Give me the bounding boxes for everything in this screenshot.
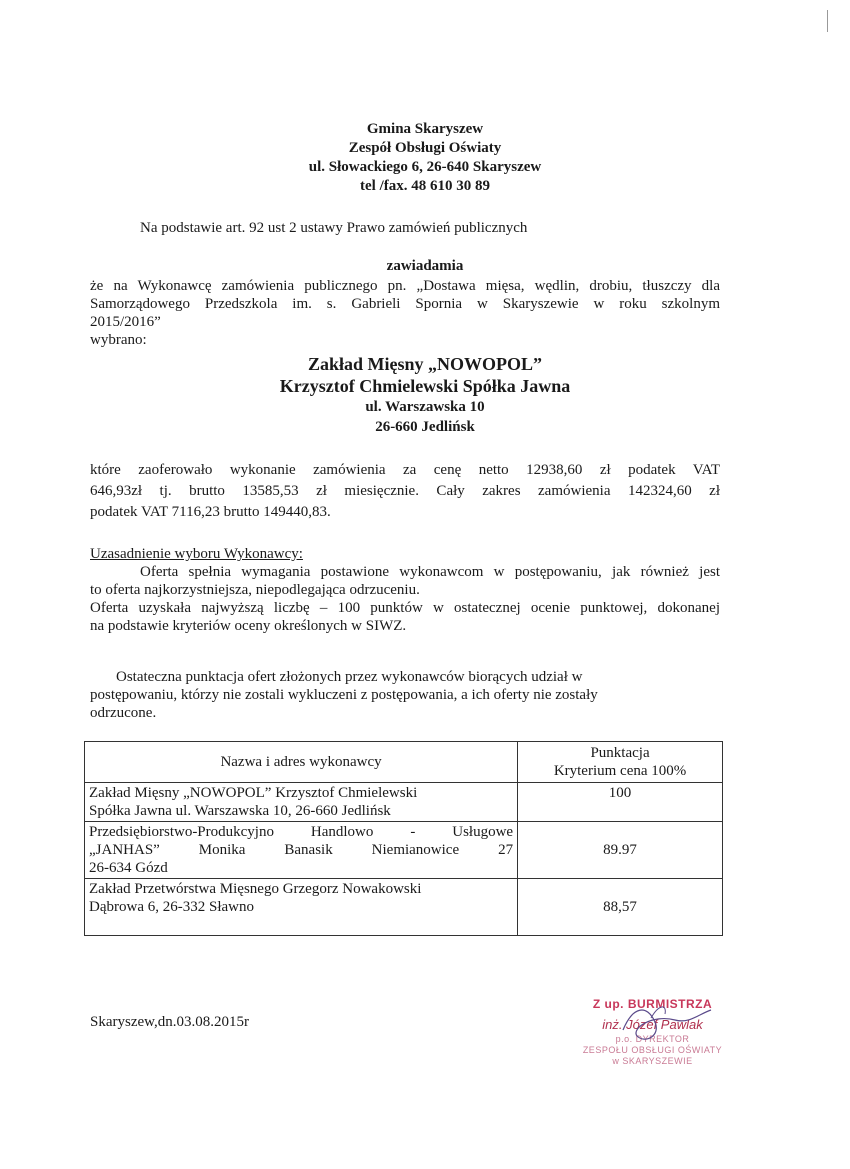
- scoring-table: [84, 741, 723, 936]
- column-header-label: Punktacja: [590, 745, 650, 761]
- scan-edge-mark: [827, 10, 836, 32]
- notice-title: zawiadamia: [386, 258, 464, 274]
- contractor-street: ul. Warszawska 10: [365, 399, 485, 415]
- letterhead: [0, 120, 850, 196]
- cell-line: 26-634 Gózd: [89, 860, 168, 876]
- cell-line: Zakład Mięsny „NOWOPOL” Krzysztof Chmielewski: [89, 785, 418, 801]
- notice-line: wybrano:: [90, 332, 147, 348]
- selected-contractor: [0, 353, 850, 437]
- score-cell: 88,57: [518, 879, 723, 936]
- final-line: odrzucone.: [90, 705, 157, 721]
- table-row: [85, 822, 723, 879]
- contractor-city: 26-660 Jedlińsk: [375, 419, 475, 435]
- stamp-line: w SKARYSZEWIE: [612, 1056, 693, 1066]
- cell-line: Przedsiębiorstwo-Produkcyjno Handlowo - Usługowe: [89, 824, 514, 840]
- stamp-line: ZESPOŁU OBSŁUGI OŚWIATY: [582, 1045, 723, 1055]
- contractor-name: Zakład Mięsny „NOWOPOL”: [307, 354, 543, 374]
- score-cell: 89.97: [518, 822, 723, 879]
- justification-line: na podstawie kryteriów oceny określonych w SIWZ.: [90, 618, 407, 634]
- column-header-contractor: [85, 742, 518, 783]
- letterhead-phone: tel /fax. 48 610 30 89: [360, 178, 490, 194]
- column-header-label: Nazwa i adres wykonawcy: [220, 754, 382, 770]
- letterhead-municipality: Gmina Skaryszew: [366, 121, 484, 137]
- stamp-line: Z up. BURMISTRZA: [592, 997, 713, 1011]
- table-row: [85, 879, 723, 936]
- legal-basis: Na podstawie art. 92 ust 2 ustawy Prawo zamówień publicznych: [140, 220, 528, 236]
- contractor-cell: [85, 783, 518, 822]
- cell-line: Dąbrowa 6, 26-332 Sławno: [89, 899, 254, 915]
- offer-paragraph: [90, 460, 720, 523]
- stamp-line: p.o. DYREKTOR: [615, 1034, 690, 1044]
- contractor-owner: Krzysztof Chmielewski Spółka Jawna: [279, 376, 571, 396]
- letterhead-address: ul. Słowackiego 6, 26-640 Skaryszew: [308, 159, 542, 175]
- contractor-cell: [85, 822, 518, 879]
- cell-line: „JANHAS” Monika Banasik Niemianowice 27: [89, 842, 514, 858]
- final-line: Ostateczna punktacja ofert złożonych przez wykonawców biorących udział w: [116, 669, 583, 685]
- column-header-label: Kryterium cena 100%: [553, 763, 687, 779]
- handwritten-signature: [615, 1000, 725, 1050]
- justification-line: to oferta najkorzystniejsza, niepodlegająca odrzuceniu.: [90, 582, 420, 598]
- notice-line: że na Wykonawcę zamówienia publicznego pn. „Dostawa mięsa, wędlin, drobiu, tłuszczy dla: [90, 278, 720, 294]
- notice-line: Samorządowego Przedszkola im. s. Gabrieli Spornia w Skaryszewie w roku szkolnym: [90, 296, 720, 312]
- cell-line: Spółka Jawna ul. Warszawska 10, 26-660 Jedlińsk: [89, 803, 391, 819]
- contractor-cell: [85, 879, 518, 936]
- offer-line: które zaoferowało wykonanie zamówienia za cenę netto 12938,60 zł podatek VAT: [90, 462, 720, 478]
- cell-line: Zakład Przetwórstwa Mięsnego Grzegorz Nowakowski: [89, 881, 422, 897]
- notice-line: 2015/2016”: [90, 314, 161, 330]
- justification-line: Oferta spełnia wymagania postawione wykonawcom w postępowaniu, jak również jest: [140, 564, 720, 580]
- table-header-row: [85, 742, 723, 783]
- final-line: postępowaniu, którzy nie zostali wykluczeni z postępowania, a ich oferty nie zostały: [90, 687, 598, 703]
- letterhead-office: Zespół Obsługi Oświaty: [348, 140, 502, 156]
- offer-line: 646,93zł tj. brutto 13585,53 zł miesięcznie. Cały zakres zamówienia 142324,60 zł: [90, 483, 720, 499]
- table-row: [85, 783, 723, 822]
- justification-section: [90, 545, 720, 635]
- justification-line: Oferta uzyskała najwyższą liczbę – 100 punktów w ostatecznej ocenie punktowej, dokonanej: [90, 600, 720, 616]
- place-and-date: Skaryszew,dn.03.08.2015r: [90, 1014, 250, 1030]
- final-scoring-paragraph: [90, 668, 720, 722]
- notice-paragraph: [90, 277, 720, 349]
- stamp-line: inż. Józef Pawlak: [602, 1017, 703, 1032]
- score-cell: 100: [518, 783, 723, 822]
- offer-line: podatek VAT 7116,23 brutto 149440,83.: [90, 504, 331, 520]
- column-header-score: [518, 742, 723, 783]
- justification-heading: Uzasadnienie wyboru Wykonawcy:: [90, 546, 303, 562]
